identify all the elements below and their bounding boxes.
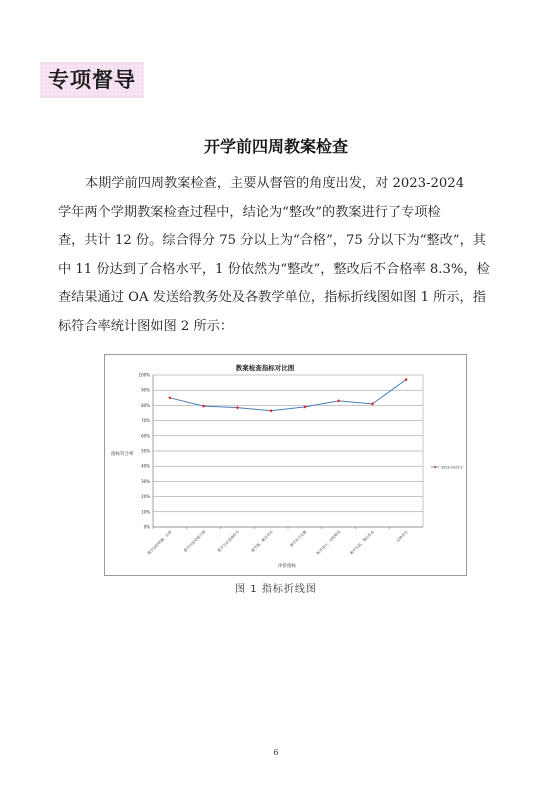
- line-chart: [104, 354, 467, 576]
- y-tick-label: 70%: [141, 418, 150, 424]
- series-line: [170, 380, 406, 411]
- legend-marker: [434, 466, 436, 468]
- document-title: 开学前四周教案检查: [203, 137, 348, 156]
- y-tick-label: 100%: [138, 372, 150, 378]
- data-point: [337, 399, 340, 402]
- data-point: [270, 409, 273, 412]
- data-point: [202, 405, 205, 408]
- x-tick-label: 总体评价: [395, 529, 409, 543]
- page-number: 6: [273, 748, 279, 757]
- y-tick-label: 10%: [141, 509, 150, 515]
- y-axis-label: 指标符合率: [111, 452, 134, 457]
- section-tag: 专项督导: [40, 62, 144, 98]
- paragraph-line: 学年两个学期教案检查过程中，结论为“整改”的教案进行了专项检: [58, 204, 441, 220]
- x-tick-label: 教学目标明确，具体: [146, 529, 173, 556]
- x-tick-label: 教学重、难点突出: [250, 529, 274, 554]
- y-tick-label: 90%: [141, 387, 150, 393]
- x-tick-label: 教学环节完整: [289, 529, 308, 548]
- body-paragraph: [58, 170, 496, 342]
- y-tick-label: 30%: [141, 478, 150, 484]
- x-tick-label: 教学内容安排合理: [183, 529, 207, 554]
- data-point: [303, 405, 306, 408]
- x-tick-label: 教学方法选择恰当: [216, 529, 241, 554]
- data-point: [168, 396, 171, 399]
- x-tick-label: 板书设计、过程规范: [315, 529, 342, 556]
- paragraph-line: 标符合率统计图如图 2 所示：: [58, 318, 234, 334]
- x-axis-label: 评价指标: [278, 564, 296, 569]
- legend-label: 2023-2025-1: [441, 465, 463, 470]
- paragraph-line: 查结果通过 OA 发送给教务处及各教学单位，指标折线图如图 1 所示，指: [58, 290, 486, 306]
- y-tick-label: 80%: [141, 402, 150, 408]
- paragraph-line: 查，共计 12 份。综合得分 75 分以上为“合格”，75 分以下为“整改”，其: [58, 233, 486, 249]
- paragraph-line: 中 11 份达到了合格水平，1 份依然为“整改”，整改后不合格率 8.3%，检: [58, 261, 490, 277]
- chart-title: 教案检查指标对比图: [235, 364, 295, 372]
- y-tick-label: 40%: [141, 463, 150, 469]
- paragraph-line: 本期学前四周教案检查，主要从督管的角度出发，对 2023-2024: [85, 176, 465, 191]
- y-tick-label: 60%: [141, 433, 150, 439]
- chart-canvas: [105, 355, 466, 575]
- data-point: [236, 406, 239, 409]
- y-tick-label: 0%: [143, 524, 150, 530]
- figure-caption: 图 1 指标折线图: [235, 584, 317, 595]
- y-tick-label: 50%: [141, 448, 150, 454]
- y-tick-label: 20%: [141, 494, 150, 500]
- x-tick-label: 教学反思、课后作业: [349, 529, 376, 556]
